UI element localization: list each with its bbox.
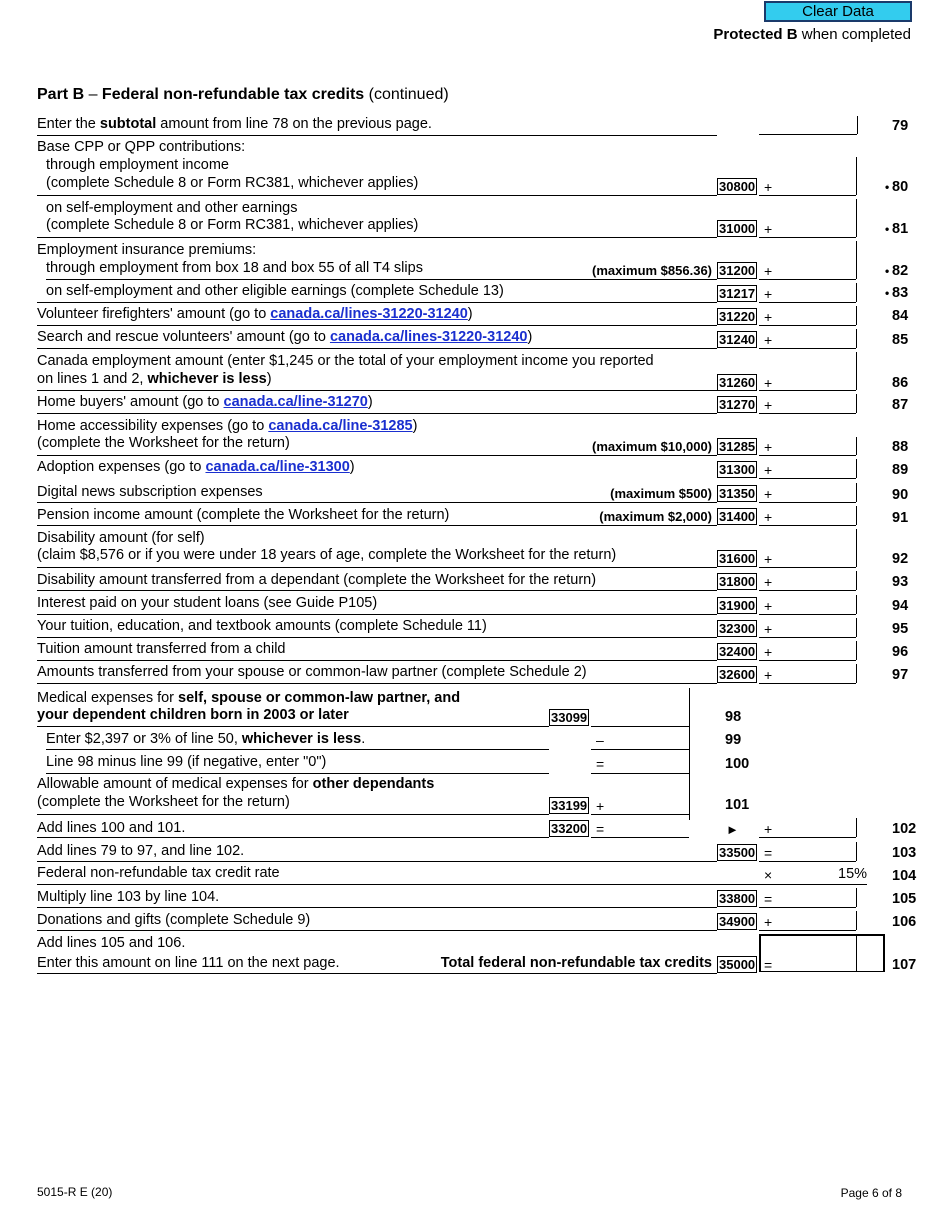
line-90-label: Digital news subscription expenses — [37, 484, 263, 500]
code-33800: 33800 — [719, 891, 756, 906]
line-107-total-box[interactable] — [759, 934, 885, 972]
line-82-label: through employment from box 18 and box 55 of all T4 slips — [46, 260, 423, 276]
line-number-93: 93 — [892, 574, 909, 590]
line-81-label: on self-employment and other earnings — [46, 200, 298, 216]
line-103-label: Add lines 79 to 97, and line 102. — [37, 843, 245, 859]
line-107-note: Enter this amount on line 111 on the next page. — [37, 955, 340, 971]
line-number-99: 99 — [725, 732, 742, 748]
line-90-field[interactable] — [759, 502, 856, 503]
line-97-field[interactable] — [759, 683, 856, 684]
form-number: 5015-R E (20) — [37, 1185, 113, 1199]
link-line-31300[interactable]: canada.ca/line-31300 — [205, 459, 350, 475]
protected-b-notice: Protected B when completed — [713, 26, 911, 43]
line-104-label: Federal non-refundable tax credit rate — [37, 865, 280, 881]
line-96-field[interactable] — [759, 660, 856, 661]
tax-credit-rate: 15% — [838, 866, 868, 882]
code-31350: 31350 — [719, 486, 756, 501]
code-31400: 31400 — [719, 509, 756, 524]
line-83-field[interactable] — [759, 302, 856, 303]
code-31000: 31000 — [719, 221, 756, 236]
line-number-107: 107 — [892, 957, 917, 973]
line-84-label: Volunteer firefighters' amount (go to canada.ca/lines-31220-31240) — [37, 306, 473, 322]
line-79-label: Enter the subtotal amount from line 78 on the previous page. — [37, 116, 432, 132]
line-91-label: Pension income amount (complete the Worksheet for the return) — [37, 507, 450, 523]
line-99-label: Enter $2,397 or 3% of line 50, whichever is less. — [46, 731, 366, 747]
line-107-label: Add lines 105 and 106. — [37, 935, 186, 951]
code-31217: 31217 — [719, 286, 756, 301]
line-101-note: (complete the Worksheet for the return) — [37, 794, 290, 810]
line-106-label: Donations and gifts (complete Schedule 9) — [37, 912, 311, 928]
line-89-label: Adoption expenses (go to canada.ca/line-31300) — [37, 459, 355, 475]
line-number-87: 87 — [892, 397, 909, 413]
line-91-field[interactable] — [759, 525, 856, 526]
line-102-label: Add lines 100 and 101. — [37, 820, 186, 836]
line-87-label: Home buyers' amount (go to canada.ca/line-31270) — [37, 394, 373, 410]
line-95-field[interactable] — [759, 637, 856, 638]
line-number-83: 83 — [892, 285, 909, 301]
line-84-field[interactable] — [759, 325, 856, 326]
line-number-102: 102 — [892, 821, 917, 837]
line-80-label: through employment income — [46, 157, 229, 173]
line-number-92: 92 — [892, 551, 909, 567]
code-31220: 31220 — [719, 309, 756, 324]
link-line-31285[interactable]: canada.ca/line-31285 — [268, 418, 413, 434]
line-92-field[interactable] — [759, 567, 856, 568]
line-92-note: (claim $8,576 or if you were under 18 years of age, complete the Worksheet for the return) — [37, 547, 617, 563]
code-34900: 34900 — [719, 914, 756, 929]
line-96-label: Tuition amount transferred from a child — [37, 641, 286, 657]
line-105-field[interactable] — [759, 907, 856, 908]
line-89-field[interactable] — [759, 478, 856, 479]
line-87-field[interactable] — [759, 413, 856, 414]
line-85-field[interactable] — [759, 348, 856, 349]
line-number-80: 80 — [892, 179, 909, 195]
clear-data-button[interactable]: Clear Data — [764, 1, 912, 22]
line-101-label: Allowable amount of medical expenses for other dependants — [37, 776, 435, 792]
line-98-field[interactable] — [591, 726, 689, 727]
line-94-field[interactable] — [759, 614, 856, 615]
line-83-label: on self-employment and other eligible earnings (complete Schedule 13) — [46, 283, 504, 299]
code-31900: 31900 — [719, 598, 756, 613]
link-lines-31220-31240[interactable]: canada.ca/lines-31220-31240 — [270, 306, 468, 322]
line-86-field[interactable] — [759, 390, 856, 391]
line-number-88: 88 — [892, 439, 909, 455]
line-number-96: 96 — [892, 644, 909, 660]
line-99-field[interactable] — [591, 749, 689, 750]
line-86-label: Canada employment amount (enter $1,245 or the total of your employment income you reported — [37, 353, 654, 369]
line-82-field[interactable] — [759, 279, 856, 280]
line-81-field[interactable] — [759, 237, 856, 238]
line-98-label: Medical expenses for self, spouse or common-law partner, and — [37, 690, 461, 706]
line-81-note: (complete Schedule 8 or Form RC381, whichever applies) — [46, 217, 419, 233]
line-80-note: (complete Schedule 8 or Form RC381, whichever applies) — [46, 175, 419, 191]
code-33500: 33500 — [719, 845, 756, 860]
link-line-31270[interactable]: canada.ca/line-31270 — [223, 394, 368, 410]
line-79-field[interactable] — [759, 134, 857, 135]
line-92-label: Disability amount (for self) — [37, 530, 205, 546]
line-98-note: your dependent children born in 2003 or later — [37, 707, 349, 723]
line-102-medical-field[interactable] — [591, 837, 689, 838]
line-number-91: 91 — [892, 510, 909, 526]
code-33199: 33199 — [551, 798, 588, 813]
line-80-field[interactable] — [759, 195, 856, 196]
code-31270: 31270 — [719, 397, 756, 412]
line-106-field[interactable] — [759, 930, 856, 931]
code-32300: 32300 — [719, 621, 756, 636]
line-number-97: 97 — [892, 667, 909, 683]
arrow-icon: ► — [726, 822, 739, 837]
line-number-81: 81 — [892, 221, 909, 237]
line-number-105: 105 — [892, 891, 917, 907]
code-31600: 31600 — [719, 551, 756, 566]
line-93-label: Disability amount transferred from a dependant (complete the Worksheet for the return) — [37, 572, 597, 588]
line-number-94: 94 — [892, 598, 909, 614]
code-31300: 31300 — [719, 462, 756, 477]
line-88-note: (complete the Worksheet for the return) — [37, 435, 290, 451]
line-number-86: 86 — [892, 375, 909, 391]
line-number-104: 104 — [892, 868, 917, 884]
line-number-89: 89 — [892, 462, 909, 478]
code-33099: 33099 — [551, 710, 588, 725]
line-100-label: Line 98 minus line 99 (if negative, enter "0") — [46, 754, 327, 770]
total-credits-label: Total federal non-refundable tax credits — [440, 955, 712, 971]
line-number-101: 101 — [725, 797, 750, 813]
code-31240: 31240 — [719, 332, 756, 347]
code-31200: 31200 — [719, 263, 756, 278]
code-31285: 31285 — [719, 439, 756, 454]
line-number-82: 82 — [892, 263, 909, 279]
code-35000: 35000 — [719, 957, 756, 972]
line-101-field[interactable] — [591, 814, 689, 815]
line-97-label: Amounts transferred from your spouse or common-law partner (complete Schedule 2) — [37, 664, 587, 680]
line-86-note: on lines 1 and 2, whichever is less) — [37, 371, 272, 387]
line-102-field[interactable] — [759, 837, 856, 838]
page-number: Page 6 of 8 — [840, 1186, 902, 1200]
line-number-106: 106 — [892, 914, 917, 930]
line-number-84: 84 — [892, 308, 909, 324]
code-30800: 30800 — [719, 179, 756, 194]
line-number-85: 85 — [892, 332, 909, 348]
line-85-label: Search and rescue volunteers' amount (go to canada.ca/lines-31220-31240) — [37, 329, 533, 345]
line-number-79: 79 — [892, 118, 909, 134]
line-number-90: 90 — [892, 487, 909, 503]
line-88-label: Home accessibility expenses (go to canada.ca/line-31285) — [37, 418, 418, 434]
line-95-label: Your tuition, education, and textbook amounts (complete Schedule 11) — [37, 618, 487, 634]
line-105-label: Multiply line 103 by line 104. — [37, 889, 220, 905]
code-31800: 31800 — [719, 574, 756, 589]
ei-heading: Employment insurance premiums: — [37, 242, 257, 258]
code-33200: 33200 — [551, 821, 588, 836]
cpp-heading: Base CPP or QPP contributions: — [37, 139, 246, 155]
link-lines-31220-31240[interactable]: canada.ca/lines-31220-31240 — [329, 329, 528, 345]
code-32600: 32600 — [719, 667, 756, 682]
line-103-field[interactable] — [759, 861, 856, 862]
line-94-label: Interest paid on your student loans (see Guide P105) — [37, 595, 378, 611]
code-31260: 31260 — [719, 375, 756, 390]
line-88-field[interactable] — [759, 455, 856, 456]
line-number-98: 98 — [725, 709, 742, 725]
code-32400: 32400 — [719, 644, 756, 659]
line-100-field[interactable] — [591, 773, 689, 774]
line-93-field[interactable] — [759, 590, 856, 591]
line-number-95: 95 — [892, 621, 909, 637]
line-number-103: 103 — [892, 845, 917, 861]
line-number-100: 100 — [725, 756, 750, 772]
page-title: Part B – Federal non-refundable tax credits (continued) — [37, 86, 449, 103]
